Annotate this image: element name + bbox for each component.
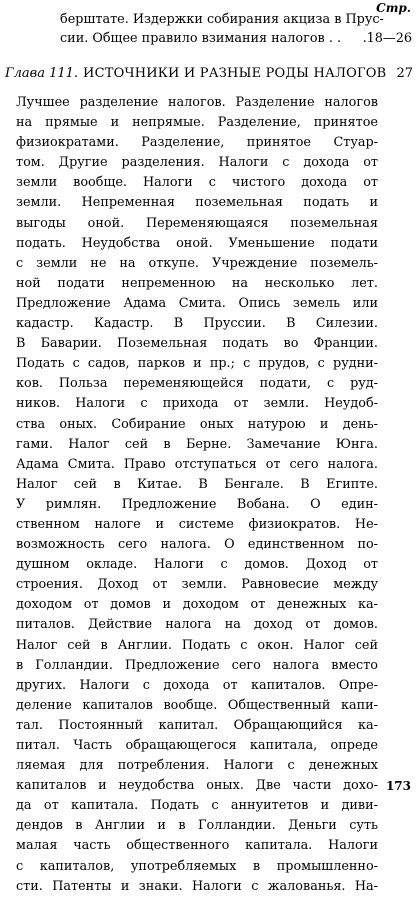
contents-line: строения. Доход от земли. Равновесие между — [16, 577, 378, 593]
contents-line: питал. Часть обращающегося капитала, опреде — [16, 738, 378, 753]
contents-line: возможность сего налога. О единственном по- — [16, 537, 378, 553]
contents-line: ной подати непременною на несколько лет. — [16, 275, 378, 291]
contents-line: доходом от домов и доходом от денежных ка- — [16, 597, 378, 613]
contents-line: малая часть общественного капитала. Налоги — [16, 838, 378, 854]
chapter-title: ИСТОЧНИКИ И РАЗНЫЕ РОДЫ НАЛОГОВ — [83, 66, 387, 81]
contents-line: земли. Непременная поземельная подать и — [16, 195, 378, 211]
contents-line: ственном налоге и системе физиократов. Не- — [16, 516, 378, 532]
contents-line: душном окладе. Налоги с домов. Доход от — [16, 557, 378, 573]
contents-line: физиократами. Разделение, принятое Стуар- — [16, 135, 378, 151]
running-head: Стр. — [376, 1, 411, 15]
contents-line: выгоды оной. Переменяющаяся поземельная — [16, 215, 378, 231]
chapter-page-number: 27 — [396, 66, 413, 81]
contents-line: гами. Налог сей в Берне. Замечание Юнга. — [16, 436, 378, 452]
chapter-label: Глава 111. — [5, 66, 79, 81]
page-number: 173 — [385, 779, 411, 793]
contents-line: других. Налоги с дохода от капиталов. Опре- — [16, 677, 378, 693]
contents-line: питалов. Действие налога на доход от домов. — [16, 617, 378, 633]
contents-line: с земли не на откупе. Учреждение поземель- — [16, 255, 378, 271]
contents-line: земли вообще. Налоги с чистого дохода от — [16, 175, 378, 191]
contents-line: Предложение Адама Смита. Опись земель или — [16, 295, 378, 311]
contents-line: подать. Неудобства оной. Уменьшение подати — [16, 235, 378, 251]
toc-continuation-line-2: сии. Общее правило взимания налогов . . — [60, 31, 342, 46]
contents-line: Налог сей в Китае. В Бенгале. В Египте. — [16, 476, 378, 492]
contents-line: В Баварии. Поземельная подать во Франции. — [16, 336, 378, 352]
contents-line: да от капитала. Подать с аннуитетов и диви- — [16, 798, 378, 814]
contents-line: У римлян. Предложение Вобана. О един- — [16, 496, 378, 512]
contents-line: капиталов и неудобства оных. Две части дохо- — [16, 778, 378, 794]
contents-line: ников. Налоги с прихода от земли. Неудоб- — [16, 396, 378, 412]
contents-line: на прямые и непрямые. Разделение, принятое — [16, 115, 378, 131]
chapter-heading — [5, 63, 413, 85]
contents-line: в Голландии. Предложение сего налога вместо — [16, 657, 378, 673]
contents-line: тал. Постоянный капитал. Обращающийся ка- — [16, 717, 378, 733]
contents-line: с капиталов, употребляемых в промышленно- — [16, 858, 378, 874]
contents-line: дендов в Англии и в Голландии. Деньги суть — [16, 818, 378, 834]
contents-line: том. Другие разделения. Налоги с дохода от — [16, 155, 378, 171]
contents-line: ков. Польза переменяющейся подати, с руд- — [16, 376, 378, 392]
toc-continuation-line-1: берштате. Издержки собирания акциза в Прус- — [60, 12, 384, 27]
contents-line: Подать с садов, парков и пр.; с прудов, с рудни- — [16, 356, 378, 372]
contents-line: деление капиталов вообще. Общественный капи- — [16, 697, 378, 713]
contents-line: ства оных. Собирание оных натурою и день- — [16, 416, 378, 432]
contents-line: кадастр. Кадастр. В Пруссии. В Силезии. — [16, 316, 378, 332]
contents-line: сти. Патенты и знаки. Налоги с жалованья. На- — [16, 878, 378, 894]
chapter-contents-text — [16, 93, 378, 897]
toc-page-range: .18—26 — [362, 31, 412, 46]
contents-line: Адама Смита. Право отступаться от сего налога. — [16, 456, 378, 472]
contents-line: Налог сей в Англии. Подать с окон. Налог сей — [16, 637, 378, 653]
contents-line: Лучшее разделение налогов. Разделение налогов — [16, 95, 378, 110]
contents-line: ляемая для потребления. Налоги с денежных — [16, 758, 378, 774]
